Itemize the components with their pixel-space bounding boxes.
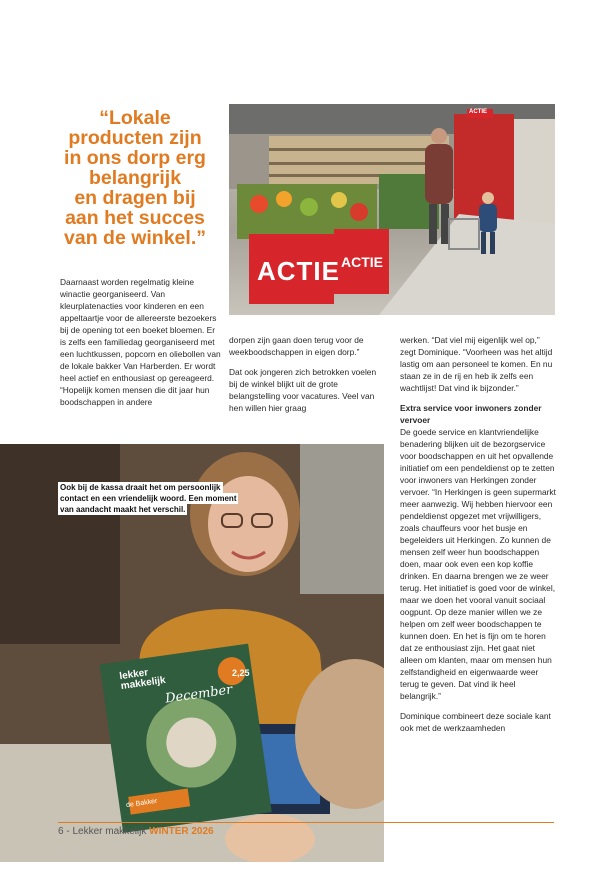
quote-line: belangrijk [88,167,182,189]
quote-line: producten zijn [68,127,202,149]
paragraph: Daarnaast worden regelmatig kleine winactie georganiseerd. Van kleurplatenacties voor kinderen en een appeltaartje voor de allereerste bezoekers bij de opening tot een boeket bloemen. Er is zelfs een familiedag georganiseerd met een luchtkussen, popcorn en oliebollen van de lokale bakker Van Harberden. Er wordt heel actief en enthousiast op gereageerd. “Hopelijk komen mensen die dit jaar hun boodschappen in andere [60,277,221,407]
actie-sign-left: ACTIE [257,256,340,286]
page-footer [58,826,214,837]
magazine-price: 2,25 [232,668,250,678]
actie-sign-top: ACTIE [469,109,487,115]
body-column-3 [400,334,556,742]
paragraph: dorpen zijn gaan doen terug voor de weekboodschappen in eigen dorp.” [229,335,364,357]
footer-rule [58,822,554,823]
paragraph: Dat ook jongeren zich betrokken voelen bij de winkel blijkt uit de grote belangstelling voor vacatures. Veel van hen willen hier graag [229,367,377,413]
quote-line: in ons dorp erg [64,147,206,169]
magazine-title: lekker makkelijk [118,667,167,693]
paragraph: De goede service en klantvriendelijke benadering blijken uit de bezorgservice voor boodschappen en uit het opvallende initiatief om een pendeldienst op te zetten voor inwoners van Herkingen zonder vervoer. “In Herkingen is geen supermarkt meer aanwezig. Wij hebben hiervoor een pendeldienst opgezet met vrijwilligers, zoals chauffeurs voor het busje en begeleiders uit Herkingen. Zo kunnen de mensen zelf weer hun boodschappen doen, maar ook even een kop koffie drinken. En daarna brengen we ze weer terug. Het initiatief is goed voor de winkel, maar we doen het vooral vanuit sociaal oogpunt. Op deze manier willen we ze helpen om zelf weer boodschappen te kunnen doen. En het is fijn om te horen dat ze enthousiast zijn. Het gaat niet alleen om klanten, maar om mensen hun zelfstandigheid en eigenwaarde weer terug te geven. Dat vind ik heel belangrijk.” [400,427,556,701]
store-interior-photo [229,104,555,315]
paragraph: Dominique combineert deze sociale kant ook met de werkzaamheden [400,711,551,733]
photo-caption [58,482,238,515]
quote-line: “Lokale [99,107,171,129]
actie-sign-right: ACTIE [341,254,383,270]
paragraph: werken. “Dat viel mij eigenlijk wel op,” zegt Dominique. “Voorheen was het altijd lastig om aan personeel te komen. En nu staan ze in de rij en heb ik zelfs een wachtlijst! Dat vind ik bijzonder.” [400,335,553,393]
footer-page: 6 - Lekker makkelijk [58,826,150,837]
quote-line: aan het succes [65,207,205,229]
quote-line: van de winkel.” [64,227,206,249]
quote-line: en dragen bij [74,187,196,209]
magazine-cover-heading: December [164,682,234,707]
footer-issue: WINTER 2026 [149,826,214,837]
magazine-badge: de Bakker [125,797,158,810]
subheading: Extra service voor inwoners zonder vervoer [400,403,542,425]
caption-text: Ook bij de kassa draait het om persoonlijk contact en een vriendelijk woord. Een moment van aandacht maakt het verschil. [60,483,237,514]
body-column-2 [229,334,385,422]
pull-quote [52,108,218,248]
body-column-1 [60,276,222,416]
